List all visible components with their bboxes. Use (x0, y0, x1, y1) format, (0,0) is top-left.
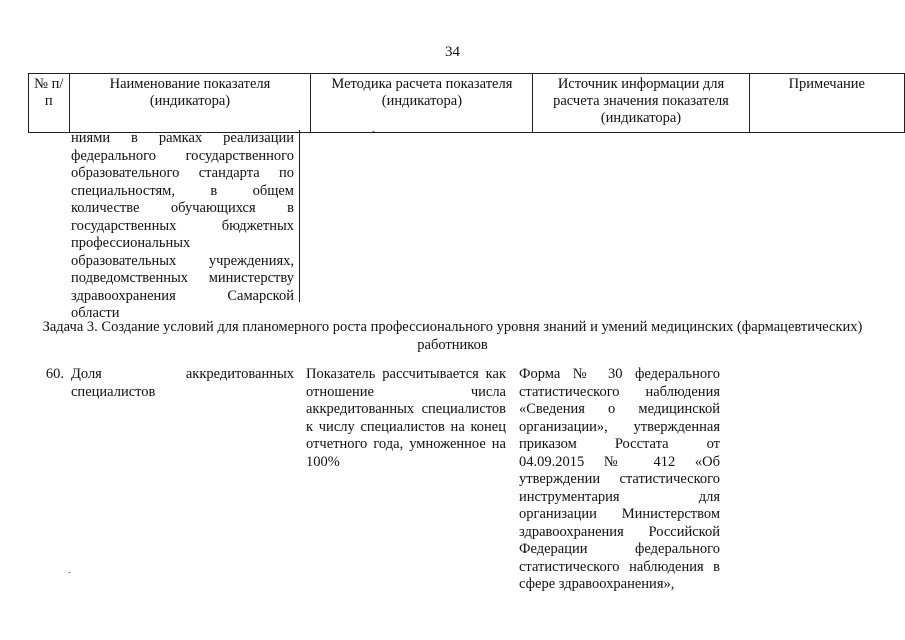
column-header-information-source: Источник информации для расчета значения показателя (индикатора) (533, 74, 749, 133)
column-header-note: Примечание (749, 74, 904, 133)
indicator-table-header (28, 73, 905, 133)
row-information-source: Форма № 30 федерального статистического наблюдения «Сведения о медицинской организации», утвержденная приказом Росстата от 04.09.2015 № 412 «Об утверждении статистического инструментария для организации Министерством здравоохранения Российской Федерации федерального статистического наблюдения в сфере здравоохранения», (519, 366, 720, 592)
scan-speck (68, 572, 71, 573)
row-indicator-name: Доля аккредитованных специалистов (71, 366, 294, 400)
column-header-calculation-method: Методика расчета показателя (индикатора) (311, 74, 533, 133)
page-number: 34 (445, 44, 460, 60)
column-header-number: № п/п (29, 74, 70, 133)
continued-indicator-name: ниями в рамках реализации федерального государственного образовательного стандарта по специальностям, в общем количестве обучающихся в государственных бюджетных профессиональных образовательных учреждениях, подведомственных министерству здравоохранения Самарской области (71, 130, 294, 321)
row-calculation-method: Показатель рассчитывается как отношение числа аккредитованных специалистов к числу специалистов на конец отчетного года, умноженное на 100% (306, 366, 506, 470)
column-header-indicator-name: Наименование показателя (индикатора) (69, 74, 311, 133)
task-heading: Задача 3. Создание условий для планомерного роста профессионального уровня знаний и умений медицинских (фармацевтических) работников (42, 319, 863, 353)
scan-speck (372, 131, 375, 132)
column-divider (299, 130, 300, 302)
row-number: 60. (45, 366, 64, 382)
